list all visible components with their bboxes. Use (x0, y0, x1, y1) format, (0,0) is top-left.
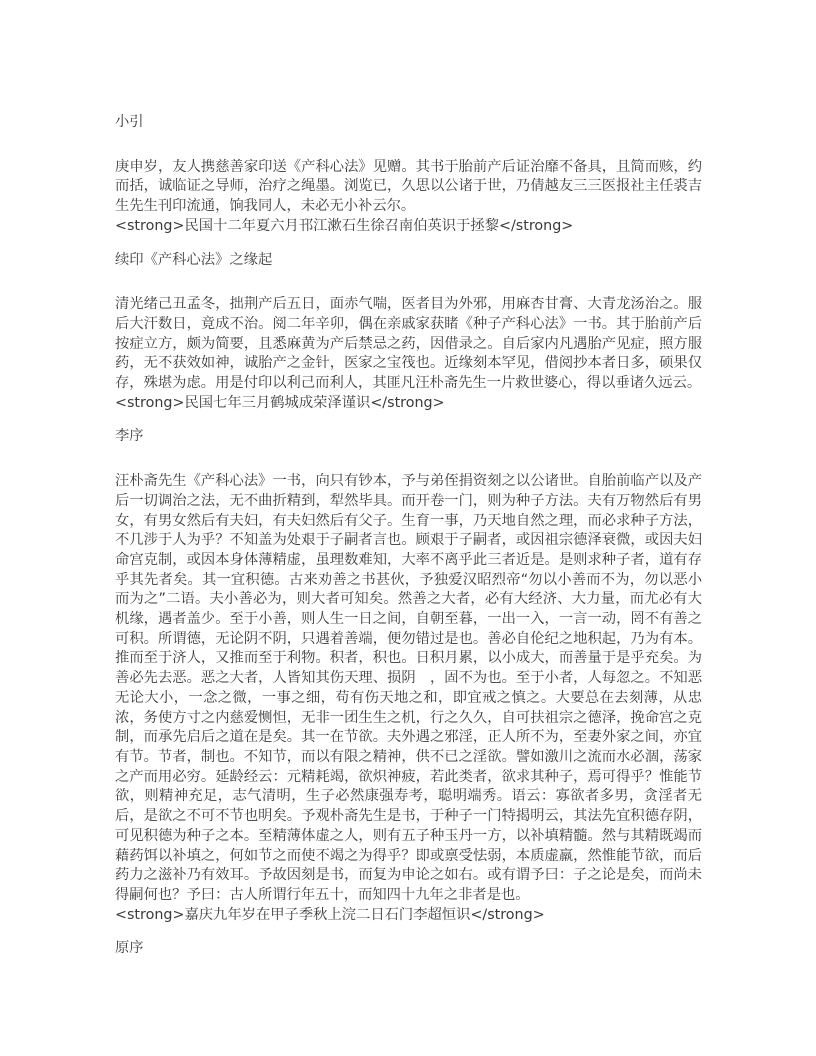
paragraph-li-preface: 汪朴斋先生《产科心法》一书，向只有钞本，予与弟侄捐资刻之以公诸世。自胎前临产以及产后一切调治之法，无不曲折精到，犁然毕具。而开卷一门，则为种子方法。夫有万物然后有男女，有男女然后有夫妇，有夫妇然后有父子。生育一事，乃天地自然之理，而必求种子方法，不几涉于人为乎？不知盖为处艰于子嗣者言也。顾艰于子嗣者，或因祖宗德泽衰微，或因夫妇命宫克制，或因本身体薄精虚，虽理数难知，大率不离乎此三者近是。是则求种子者，道有存乎其先者矣。其一宜积德。古来劝善之书甚伙，予独爱汉昭烈帝“勿以小善而不为，勿以恶小而为之”二语。夫小善必为，则大者可知矣。然善之大者，必有大经济、大力量，而尤必有大机缘，遇者盖少。至于小善，则人生一日之间，自朝至暮，一出一入，一言一动，罔不有善之可积。所谓德，无论阴不阴，只遇着善端，便勿错过是也。善必自伦纪之地积起，乃为有本。推而至于济人，又推而至于利物。积者，积也。日积月累，以小成大，而善量于是乎充矣。为善必先去恶。恶之大者，人皆知其伤天理、损阴 ，固不为也。至于小者，人每忽之。不知恶无论大小，一念之微，一事之细，苟有伤天地之和，即宜戒之慎之。大要总在去刻薄，从忠浓，务使方寸之内慈爱恻怛，无非一团生生之机，行之久久，自可扶祖宗之德泽，挽命宫之克制，而承先启后之道在是矣。其一在节欲。夫外遇之邪淫，正人所不为，至妻外家之间，亦宜有节。节者，制也。不知节，而以有限之精神，供不已之淫欲。譬如激川之流而水必涸，荡家之产而用必穷。延龄经云：元精耗竭，欲炽神疲，若此类者，欲求其种子，焉可得乎？惟能节欲，则精神充足，志气清明，生子必然康强寿考，聪明端秀。语云：寡欲者多男，贪淫者无后，是欲之不可不节也明矣。予观朴斋先生是书，于种子一门特揭明云，其法先宜积德存阴，可见积德为种子之本。至精薄体虚之人，则有五子种玉丹一方，以补填精髓。然与其精既竭而藉药饵以补填之，何如节之而使不竭之为得乎？即或禀受怯弱，本质虚羸，然惟能节欲，而后药力之滋补乃有效耳。予故因刻是书，而复为申论之如右。或有谓予曰：子之论是矣，而尚未得嗣何也？予曰：古人所谓行年五十，而知四十九年之非者是也。 (115, 473, 702, 903)
heading-original-preface: 原序 (115, 940, 144, 957)
heading-reprint-origin: 续印《产科心法》之缘起 (115, 251, 273, 268)
signature-cheng-rongze: <strong>民国七年三月鹤城成荣泽谨识</strong> (115, 394, 445, 411)
signature-li-chaoheng: <strong>嘉庆九年岁在甲子季秋上浣二日石门李超恒识</strong> (115, 906, 545, 923)
document-body (115, 113, 702, 959)
heading-li-preface: 李序 (115, 428, 144, 445)
paragraph-brief-introduction: 庚申岁，友人携慈善家印送《产科心法》见赠。其书于胎前产后证治靡不备具，且简而赅，约而括，诚临证之导师，治疗之绳墨。浏览已，久思以公诸于世，乃倩越友三三医报社主任裘吉生先生刊印流通，饷我同人，未必无小补云尔。 (115, 158, 702, 215)
heading-brief-introduction: 小引 (115, 114, 144, 130)
paragraph-reprint-origin: 清光绪己丑孟冬，拙荆产后五日，面赤气喘，医者目为外邪，用麻杏甘膏、大青龙汤治之。服后大汗数日，竟成不治。阅二年辛卯，偶在亲戚家获睹《种子产科心法》一书。其于胎前产后按症立方，颇为简要，且悉麻黄为产后禁忌之药，因借录之。自后家内凡遇胎产见症，照方服药，无不获效如神，诚胎产之金针，医家之宝筏也。近缘刻本罕见，借阅抄本者日多，硕果仅存，殊堪为虑。用是付印以利己而利人，其匪凡汪朴斋先生一片救世婆心，得以垂诸久远云。 (115, 296, 702, 392)
signature-xu-zhaonan: <strong>民国十二年夏六月邗江漱石生徐召南伯英识于拯黎</strong> (115, 217, 574, 234)
